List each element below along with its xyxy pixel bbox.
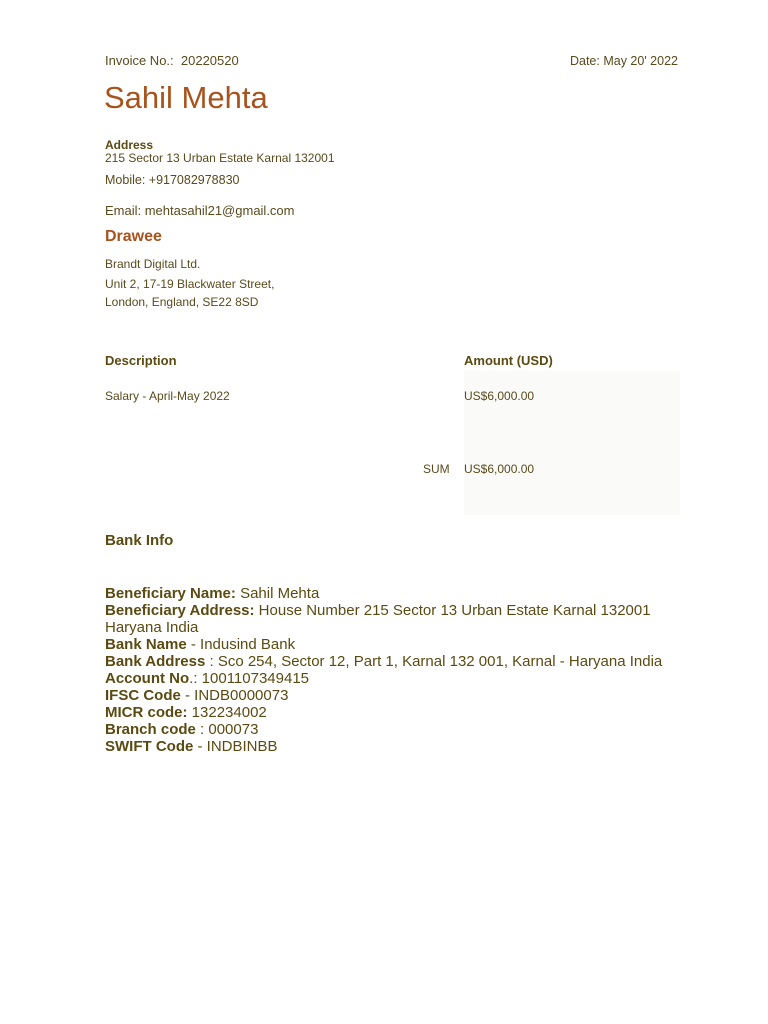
beneficiary-address: House Number 215 Sector 13 Urban Estate Karnal 132001 Haryana India [105, 602, 651, 636]
swift-code: - INDBINBB [193, 738, 278, 755]
branch-code: : 000073 [195, 721, 259, 738]
bank-name-line [105, 636, 680, 653]
account-label: Account No [105, 670, 190, 687]
sum-amount: US$6,000.00 [464, 462, 535, 476]
beneficiary-address-label: Beneficiary Address: [105, 602, 255, 619]
column-header-amount: Amount (USD) [464, 353, 553, 368]
invoice-number: 20220520 [180, 53, 239, 68]
branch-line [105, 721, 680, 738]
ifsc-label: IFSC Code [105, 687, 181, 704]
table-row-amount: US$6,000.00 [464, 389, 535, 403]
bank-address-label: Bank Address [105, 653, 206, 670]
address-label: Address [105, 138, 154, 152]
bank-address: : Sco 254, Sector 12, Part 1, Karnal 132 001, Karnal - Haryana India [205, 653, 663, 670]
drawee-line: Brandt Digital Ltd. [105, 257, 201, 271]
drawee-line: Unit 2, 17-19 Blackwater Street, [105, 277, 275, 291]
column-header-description: Description [105, 353, 177, 368]
swift-line [105, 738, 680, 755]
bank-address-line [105, 653, 680, 670]
ifsc-code: - INDB0000073 [180, 687, 289, 704]
sum-label: SUM [423, 462, 450, 476]
bank-details [105, 585, 680, 755]
swift-label: SWIFT Code [105, 738, 194, 755]
sender-address: 215 Sector 13 Urban Estate Karnal 132001 [105, 151, 335, 165]
drawee-title: Drawee [105, 228, 162, 245]
beneficiary-name-label: Beneficiary Name: [105, 585, 236, 602]
bank-name-label: Bank Name [105, 636, 187, 653]
sender-name: Sahil Mehta [104, 80, 268, 115]
beneficiary-address-line [105, 602, 680, 636]
beneficiary-name-line [105, 585, 680, 602]
micr-line [105, 704, 680, 721]
invoice-number-line [105, 53, 239, 68]
bank-name: - Indusind Bank [186, 636, 296, 653]
invoice-label: Invoice No.: [105, 53, 174, 68]
branch-label: Branch code [105, 721, 196, 738]
bank-info-title: Bank Info [105, 532, 174, 549]
micr-code: 132234002 [187, 704, 267, 721]
account-number: .: 1001107349415 [189, 670, 310, 687]
account-line [105, 670, 680, 687]
beneficiary-name: Sahil Mehta [235, 585, 320, 602]
sender-email: Email: mehtasahil21@gmail.com [105, 203, 295, 218]
micr-label: MICR code: [105, 704, 188, 721]
ifsc-line [105, 687, 680, 704]
invoice-date: Date: May 20' 2022 [569, 54, 678, 68]
drawee-line: London, England, SE22 8SD [105, 295, 259, 309]
sender-mobile: Mobile: +917082978830 [105, 173, 240, 187]
table-row-description: Salary - April-May 2022 [105, 389, 230, 403]
